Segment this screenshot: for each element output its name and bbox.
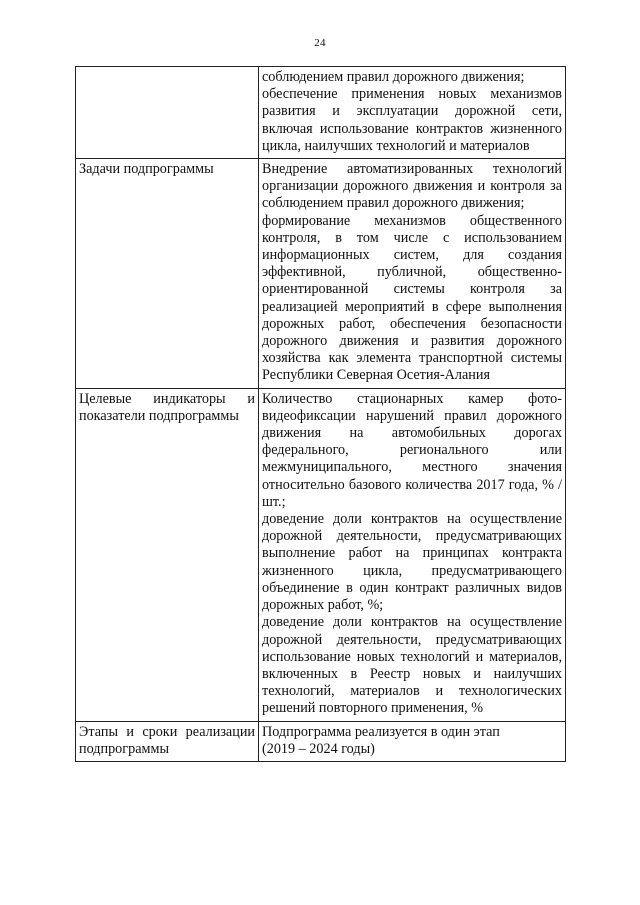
row-label (76, 67, 259, 159)
row-content (259, 159, 566, 389)
subprogram-passport-table (75, 66, 566, 762)
table-row (76, 388, 566, 721)
table-row (76, 721, 566, 761)
paragraph: Подпрограмма реализуется в один этап (262, 723, 500, 740)
paragraph: соблюдением правил дорожного движения; (262, 69, 525, 85)
paragraph: обеспечение применения новых механизмов развития и эксплуатации дорожной сети, включая использование контрактов жизненного цикла, наилучших технологий и материалов (262, 86, 562, 154)
row-content (259, 721, 566, 761)
paragraph: Количество стационарных камер фото-видеофиксации нарушений правил дорожного движения на автомобильных дорогах федерального, регионального или межмуниципального, местного значения относительно базового количества 2017 года, % / шт.; (262, 390, 562, 510)
paragraph: доведение доли контрактов на осуществление дорожной деятельности, предусматривающих использование новых технологий и материалов, включенных в Реестр новых и наилучших технологий, материалов и технологических решений повторного применения, % (262, 614, 562, 717)
row-content (259, 67, 566, 159)
row-label: Задачи подпрограммы (76, 159, 259, 389)
paragraph: (2019 – 2024 годы) (262, 740, 375, 757)
table-row (76, 159, 566, 389)
paragraph: формирование механизмов общественного контроля, в том числе с использованием информационных систем, для создания эффективной, публичной, общественно-ориентированной системы контроля за реализацией мероприятий в сфере выполнения дорожных работ, обеспечения безопасности дорожного движения и развития дорожного хозяйства как элемента транспортной системы Республики Северная Осетия-Алания (262, 212, 562, 384)
row-content (259, 388, 566, 721)
row-label: Этапы и сроки реализации подпрограммы (76, 721, 259, 761)
table-row (76, 67, 566, 159)
page-number: 24 (314, 37, 326, 49)
paragraph: Внедрение автоматизированных технологий организации дорожного движения и контроля за соблюдением правил дорожного движения; (262, 161, 562, 212)
paragraph: доведение доли контрактов на осуществление дорожной деятельности, предусматривающих выполнение работ на принципах контракта жизненного цикла, предусматривающего объединение в один контракт различных видов дорожных работ, %; (262, 511, 562, 614)
row-label: Целевые индикаторы и показатели подпрограммы (76, 388, 259, 721)
